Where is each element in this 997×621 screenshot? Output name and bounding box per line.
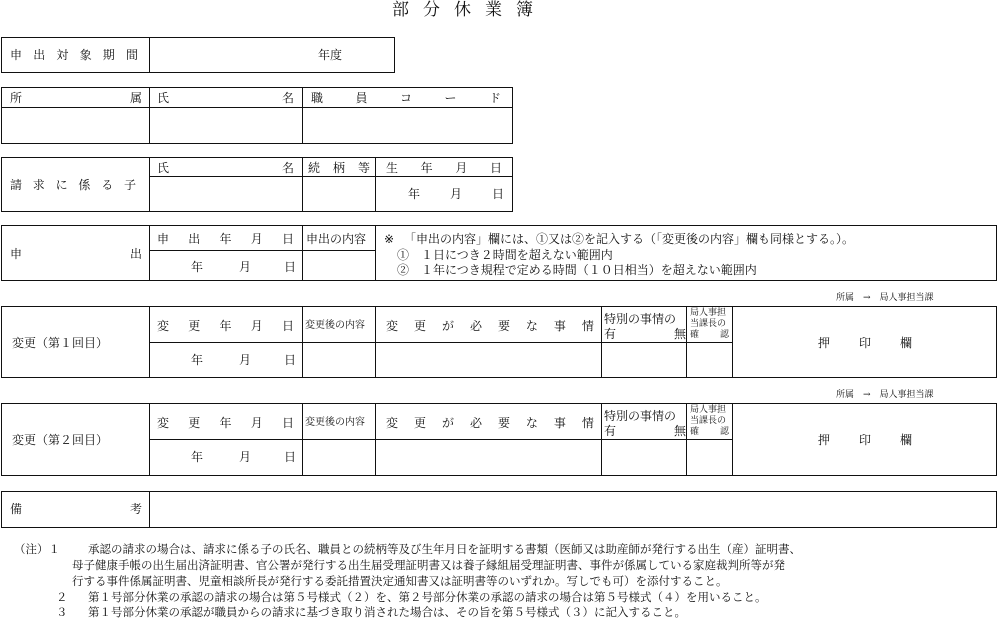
change-month-1: 月 — [239, 353, 252, 367]
confirm-label-1a: 局人事担 — [690, 308, 727, 318]
change-year-1: 年 — [191, 353, 204, 367]
special-no-1: 無 — [674, 327, 687, 341]
change-day-1: 日 — [284, 353, 297, 367]
note-1-line2: 母子健康手帳の出生届出済証明書、官公署が発行する出生届受理証明書又は養子縁組届受理証明書、事件が係属している家庭裁判所等が発 — [72, 558, 785, 572]
request-date-label: 申 出 年 月 日 — [157, 232, 294, 246]
request-content-label: 申出の内容 — [306, 232, 367, 246]
change-label-1: 変更（第１回目） — [12, 336, 109, 350]
notes-head: （注）１ — [14, 542, 60, 556]
child-name-label: 氏 名 — [157, 161, 294, 175]
change-label-2: 変更（第２回目） — [12, 433, 109, 447]
change-reason-label-2: 変 更 が 必 要 な 事 情 — [386, 416, 594, 430]
special-yes-1: 有 — [604, 327, 617, 341]
birth-day: 日 — [492, 187, 505, 201]
child-box — [1, 157, 513, 212]
request-box — [1, 225, 997, 281]
change-day-2: 日 — [284, 450, 297, 464]
special-no-2: 無 — [674, 424, 687, 438]
period-box — [1, 37, 395, 73]
remarks-box — [1, 491, 997, 528]
request-day: 日 — [284, 260, 297, 274]
request-month: 月 — [239, 260, 252, 274]
note-2: 第１号部分休業の承認の請求の場合は第５号様式（２）を、第２号部分休業の承認の請求の場合は第５号様式（４）を用いること。 — [88, 590, 767, 604]
page-title: 部分休業簿 — [392, 0, 547, 20]
note-1-line3: 行する事件係属証明書、児童相談所長が発行する委託措置決定通知書又は証明書等のいずれか。写しでも可）を添付すること。 — [72, 574, 728, 588]
note-1-line1: 承認の請求の場合は、請求に係る子の氏名、職員との続柄等及び生年月日を証明する書類（医師又は助産師が発行する出生（産）証明書、 — [88, 542, 801, 556]
change-reason-label-1: 変 更 が 必 要 な 事 情 — [386, 319, 594, 333]
confirm-label-1b: 当課長の — [690, 319, 727, 329]
period-suffix: 年度 — [318, 48, 343, 62]
change-content-label-1: 変更後の内容 — [305, 320, 365, 331]
request-note-line2: ① １日につき２時間を超えない範囲内 — [397, 248, 613, 262]
code-label: 職 員 コ ー ド — [311, 91, 501, 105]
seal-label-2: 押 印 欄 — [818, 433, 912, 447]
confirm-label-2a: 局人事担 — [690, 405, 727, 415]
period-label: 申 出 対 象 期 間 — [10, 48, 138, 62]
change-month-2: 月 — [239, 450, 252, 464]
special-yes-2: 有 — [604, 424, 617, 438]
child-label: 請 求 に 係 る 子 — [10, 178, 136, 192]
request-note-line1: 「申出の内容」欄には、①又は②を記入する（「変更後の内容」欄も同様とする。）。 — [404, 232, 855, 246]
name-label: 氏 名 — [157, 91, 294, 105]
dept-field[interactable] — [4, 110, 147, 141]
request-label: 申 出 — [10, 247, 142, 261]
child-birth-label: 生 年 月 日 — [386, 161, 502, 175]
change-content-label-2: 変更後の内容 — [305, 417, 365, 428]
confirm-label-2b: 当課長の — [690, 416, 727, 426]
route-label-1: 所属 → 局人事担当課 — [836, 293, 934, 303]
change-date-label-2: 変 更 年 月 日 — [157, 416, 294, 430]
seal-label-1: 押 印 欄 — [818, 336, 912, 350]
note-3-num: ３ — [56, 605, 68, 619]
birth-month: 月 — [450, 187, 463, 201]
employee-box — [1, 87, 513, 144]
confirm-label-1c: 確 認 — [690, 330, 729, 340]
change-date-label-1: 変 更 年 月 日 — [157, 319, 294, 333]
birth-year: 年 — [408, 187, 421, 201]
change-box-2 — [1, 403, 997, 476]
remarks-field[interactable] — [152, 494, 992, 525]
remarks-label: 備 考 — [10, 502, 142, 516]
confirm-label-2c: 確 認 — [690, 427, 729, 437]
special-label-1: 特別の事情の — [604, 312, 677, 326]
child-relation-label: 続 柄 等 — [308, 161, 370, 175]
request-year: 年 — [191, 260, 204, 274]
request-note-mark: ※ — [384, 232, 395, 246]
name-field[interactable] — [152, 110, 300, 141]
code-field[interactable] — [305, 110, 510, 141]
note-2-num: ２ — [56, 590, 68, 604]
route-label-2: 所属 → 局人事担当課 — [836, 390, 934, 400]
request-note-line3: ② １年につき規程で定める時間（１０日相当）を超えない範囲内 — [397, 263, 757, 277]
note-3: 第１号部分休業の承認が職員からの請求に基づき取り消された場合は、その旨を第５号様式（３）に記入すること。 — [88, 605, 686, 619]
change-year-2: 年 — [191, 450, 204, 464]
dept-label: 所 属 — [10, 91, 142, 105]
change-box-1 — [1, 306, 997, 378]
special-label-2: 特別の事情の — [604, 409, 677, 423]
